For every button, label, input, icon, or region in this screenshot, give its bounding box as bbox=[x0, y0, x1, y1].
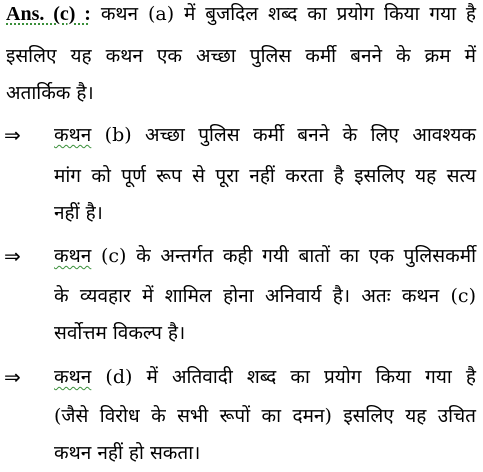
implies-arrow-icon: ⇒ bbox=[4, 123, 21, 147]
point-1-line-2: मांग को पूर्ण रूप से पूरा नहीं करता है इसलिए यह सत्य bbox=[54, 165, 476, 187]
point-1-text: (b) अच्छा पुलिस कर्मी बनने के लिए आवश्यक bbox=[91, 124, 476, 146]
answer-line-1 bbox=[6, 1, 476, 27]
point-3-lead: कथन bbox=[54, 366, 92, 388]
answer-text: कथन (a) में बुजदिल शब्द का प्रयोग किया गया है bbox=[100, 3, 476, 25]
point-2-line-2: के व्यवहार में शामिल होना अनिवार्य है। अतः कथन (c) bbox=[54, 285, 476, 307]
point-2-line-1 bbox=[54, 243, 476, 269]
answer-line-3: अतार्किक है। bbox=[6, 82, 94, 104]
point-2-line-3: सर्वोत्तम विकल्प है। bbox=[54, 322, 186, 344]
point-2-lead: कथन bbox=[54, 245, 92, 267]
point-3-line-2: (जैसे विरोध के सभी रूपों का दमन) इसलिए यह उचित bbox=[54, 405, 476, 427]
point-3-text: (d) में अतिवादी शब्द का प्रयोग किया गया है bbox=[91, 366, 476, 388]
point-1-line-3: नहीं है। bbox=[54, 202, 103, 224]
implies-arrow-icon: ⇒ bbox=[4, 244, 21, 268]
answer-line-2: इसलिए यह कथन एक अच्छा पुलिस कर्मी बनने के क्रम में bbox=[6, 45, 476, 67]
point-1-lead: कथन bbox=[54, 124, 92, 146]
answer-label: Ans. (c) : bbox=[6, 3, 91, 25]
point-2-text: (c) के अन्तर्गत कही गयी बातों का एक पुलिसकर्मी bbox=[91, 245, 476, 267]
point-3-line-3: कथन नहीं हो सकता। bbox=[54, 442, 201, 464]
point-1-line-1 bbox=[54, 122, 476, 148]
implies-arrow-icon: ⇒ bbox=[4, 365, 21, 389]
point-3-line-1 bbox=[54, 364, 476, 390]
